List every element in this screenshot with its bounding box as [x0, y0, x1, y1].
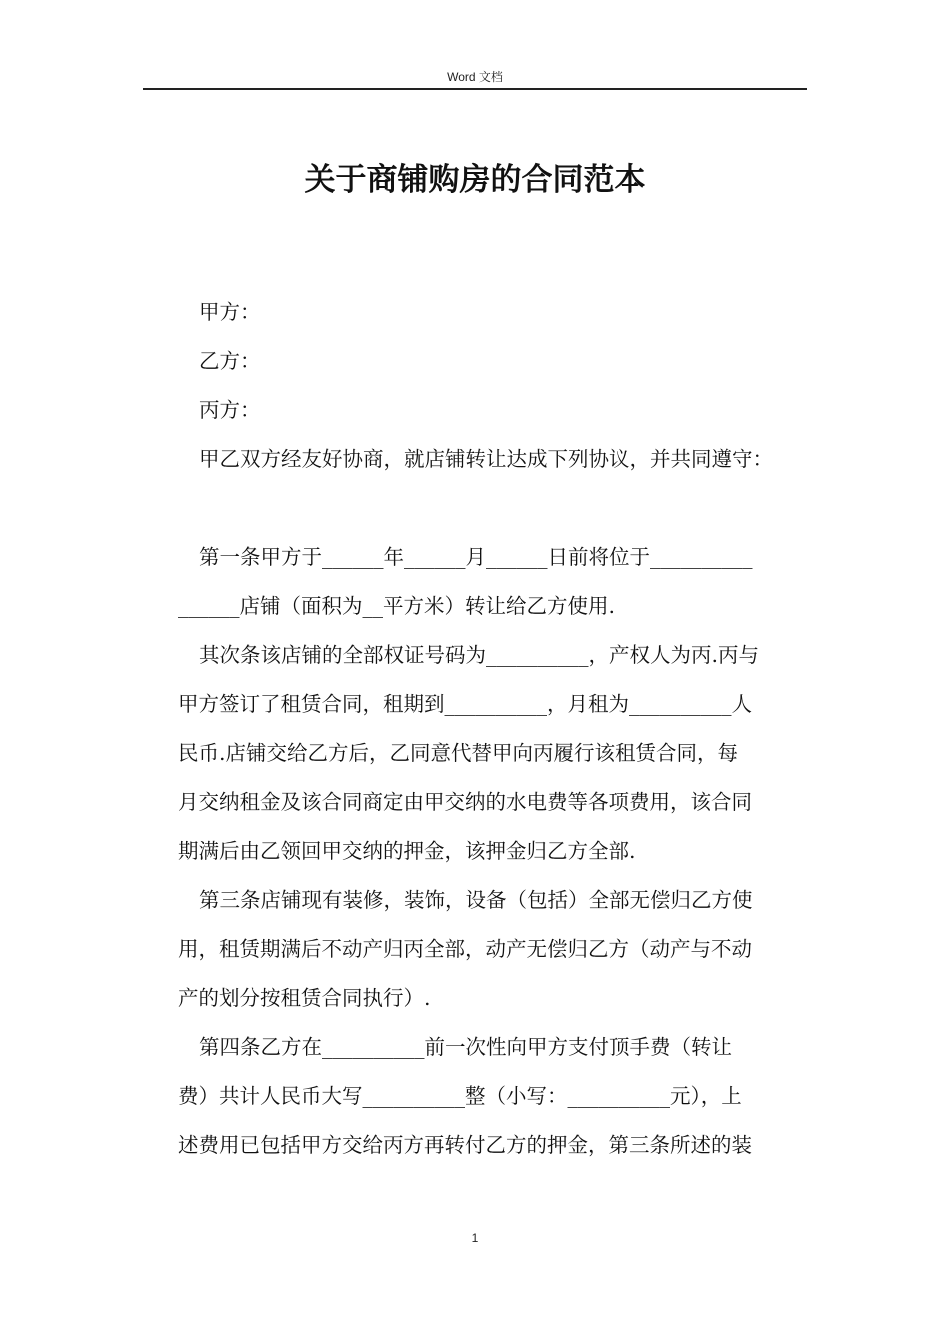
clause-2-line-2: 甲方签订了租赁合同，租期到__________，月租为__________人 — [178, 692, 752, 716]
clause-2-line-4: 月交纳租金及该合同商定由甲交纳的水电费等各项费用，该合同 — [178, 790, 752, 814]
page-header — [143, 66, 807, 90]
preamble-line: 甲乙双方经友好协商，就店铺转让达成下列协议，并共同遵守： — [199, 447, 773, 471]
party-c-line: 丙方： — [199, 398, 261, 422]
header-label: Word 文档 — [447, 70, 503, 84]
clause-3-line-1: 第三条店铺现有装修，装饰，设备（包括）全部无偿归乙方使 — [199, 888, 753, 912]
clause-3-line-2: 用，租赁期满后不动产归丙全部，动产无偿归乙方（动产与不动 — [178, 937, 752, 961]
clause-3-line-3: 产的划分按租赁合同执行）. — [178, 986, 431, 1010]
paragraph-spacer — [178, 484, 808, 533]
party-a-line: 甲方： — [199, 300, 261, 324]
clause-4-line-2: 费）共计人民币大写__________整（小写：__________元），上 — [178, 1084, 742, 1108]
clause-2-line-3: 民币.店铺交给乙方后，乙同意代替甲向丙履行该租赁合同，每 — [178, 741, 739, 765]
document-title: 关于商铺购房的合同范本 — [304, 162, 646, 198]
clause-4-line-3: 述费用已包括甲方交给丙方再转付乙方的押金，第三条所述的装 — [178, 1133, 752, 1157]
page-number: 1 — [471, 1231, 479, 1245]
clause-4-line-1: 第四条乙方在__________前一次性向甲方支付顶手费（转让 — [199, 1035, 732, 1059]
clause-2-line-1: 其次条该店铺的全部权证号码为__________，产权人为丙.丙与 — [199, 643, 760, 667]
clause-1-line-1: 第一条甲方于______年______月______日前将位于__________ — [199, 545, 753, 569]
party-b-line: 乙方： — [199, 349, 261, 373]
clause-1-line-2: ______店铺（面积为__平方米）转让给乙方使用. — [178, 594, 616, 618]
document-body — [178, 288, 808, 1170]
clause-2-line-5: 期满后由乙领回甲交纳的押金，该押金归乙方全部. — [178, 839, 636, 863]
